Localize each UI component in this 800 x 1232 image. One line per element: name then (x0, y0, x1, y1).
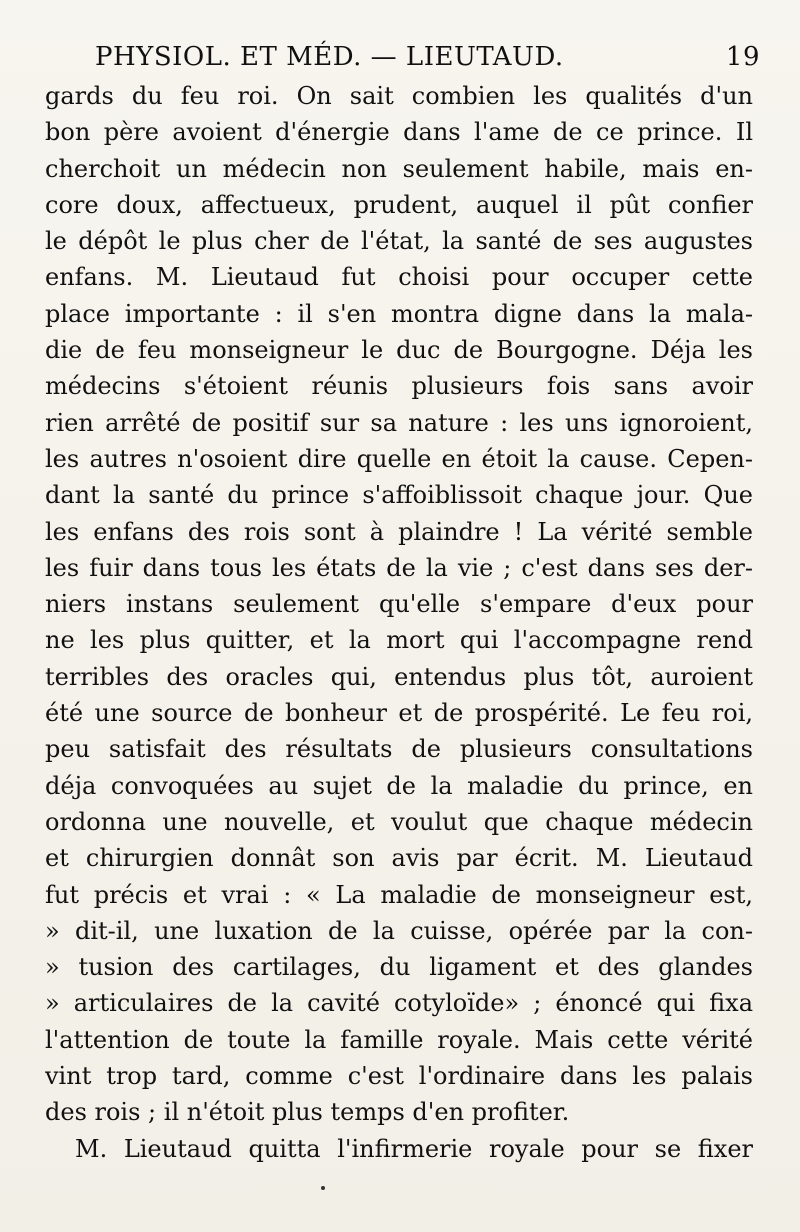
text-line-paragraph-start: M. Lieutaud quitta l'infirmerie royale pour se fixer (75, 1134, 753, 1163)
text-line: cherchoit un médecin non seulement habile, mais en- (45, 154, 753, 183)
text-line: gards du feu roi. On sait combien les qualités d'un (45, 82, 753, 110)
text-line: ne les plus quitter, et la mort qui l'accompagne rend (45, 626, 753, 655)
body-text (45, 78, 753, 1167)
text-line: vint trop tard, comme c'est l'ordinaire dans les palais (45, 1062, 753, 1091)
text-line: niers instans seulement qu'elle s'empare d'eux pour (45, 590, 753, 619)
ink-speck (321, 1186, 325, 1190)
text-line: ordonna une nouvelle, et voulut que chaque médecin (45, 807, 753, 836)
text-line: l'attention de toute la famille royale. Mais cette vérité (45, 1025, 753, 1054)
page-number: 19 (725, 42, 760, 72)
text-line: rien arrêté de positif sur sa nature : les uns ignoroient, (45, 408, 753, 437)
text-line: core doux, affectueux, prudent, auquel il pût confier (45, 190, 753, 219)
text-line: fut précis et vrai : « La maladie de monseigneur est, (45, 880, 753, 909)
text-line: les fuir dans tous les états de la vie ; c'est dans ses der- (45, 553, 753, 582)
text-line: enfans. M. Lieutaud fut choisi pour occuper cette (45, 263, 753, 292)
text-line: » articulaires de la cavité cotyloïde» ; énoncé qui fixa (45, 989, 753, 1018)
text-line: » tusion des cartilages, du ligament et des glandes (45, 953, 753, 982)
text-line: bon père avoient d'énergie dans l'ame de ce prince. Il (45, 118, 753, 147)
text-line: dant la santé du prince s'affoiblissoit chaque jour. Que (45, 481, 753, 510)
text-line: terribles des oracles qui, entendus plus tôt, auroient (45, 662, 753, 691)
running-title: PHYSIOL. ET MÉD. — LIEUTAUD. (95, 42, 564, 72)
text-line: peu satisfait des résultats de plusieurs consultations (45, 735, 753, 764)
text-line: médecins s'étoient réunis plusieurs fois sans avoir (45, 372, 753, 401)
text-line: le dépôt le plus cher de l'état, la santé de ses augustes (45, 227, 753, 256)
text-line: les enfans des rois sont à plaindre ! La vérité semble (45, 517, 753, 546)
text-line-paragraph-end: des rois ; il n'étoit plus temps d'en profiter. (45, 1098, 570, 1127)
text-line: été une source de bonheur et de prospérité. Le feu roi, (45, 699, 753, 728)
text-line: et chirurgien donnât son avis par écrit. M. Lieutaud (45, 844, 753, 873)
text-line: déja convoquées au sujet de la maladie du prince, en (45, 771, 753, 800)
running-header (40, 42, 760, 82)
text-line: » dit-il, une luxation de la cuisse, opérée par la con- (45, 916, 753, 945)
text-line: les autres n'osoient dire quelle en étoit la cause. Cepen- (45, 444, 753, 473)
text-line: die de feu monseigneur le duc de Bourgogne. Déja les (45, 336, 753, 365)
text-line: place importante : il s'en montra digne dans la mala- (45, 299, 753, 328)
